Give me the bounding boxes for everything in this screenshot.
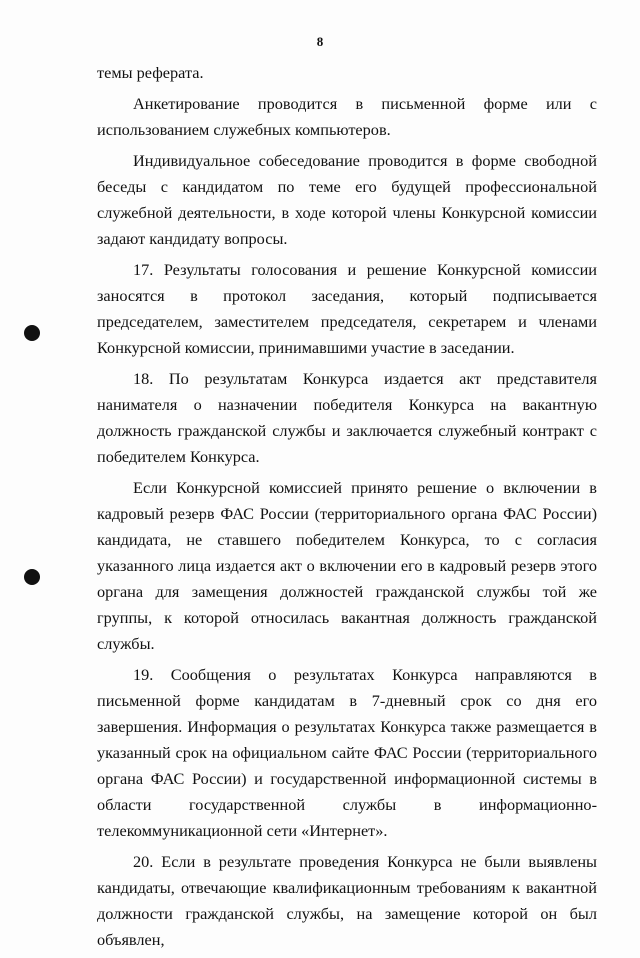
paragraph-20: 20. Если в результате проведения Конкурса не были выявлены кандидаты, отвечающие квалификационным требованиям к вакантной должности гражданской службы, на замещение которой он был объявлен, — [97, 852, 597, 949]
paragraph-17: 17. Результаты голосования и решение Конкурсной комиссии заносятся в протокол заседания, который подписывается председателем, заместителем председателя, секретарем и членами Конкурсной комиссии, принимавшими участие в заседании. — [97, 260, 597, 357]
document-body — [97, 60, 597, 958]
paragraph-19: 19. Сообщения о результатах Конкурса направляются в письменной форме кандидатам в 7-дневный срок со дня его завершения. Информация о результатах Конкурса также размещается в указанный срок на официальном сайте ФАС России (территориального органа ФАС России) и государственной информационной системы в области государственной службы в информационно-телекоммуникационной сети «Интернет». — [97, 665, 597, 840]
punch-hole-top — [24, 325, 40, 341]
paragraph-continuation: темы реферата. — [97, 63, 204, 82]
punch-hole-bottom — [24, 569, 40, 585]
paragraph-survey: Анкетирование проводится в письменной форме или с использованием служебных компьютеров. — [97, 94, 597, 139]
paragraph-interview: Индивидуальное собеседование проводится в форме свободной беседы с кандидатом по теме его будущей профессиональной служебной деятельности, в ходе которой члены Конкурсной комиссии задают кандидату вопросы. — [97, 151, 597, 248]
paragraph-18: 18. По результатам Конкурса издается акт представителя нанимателя о назначении победителя Конкурса на вакантную должность гражданской службы и заключается служебный контракт с победителем Конкурса. — [97, 369, 597, 466]
paragraph-reserve: Если Конкурсной комиссией принято решение о включении в кадровый резерв ФАС России (территориального органа ФАС России) кандидата, не ставшего победителем Конкурса, то с согласия указанного лица издается акт о включении его в кадровый резерв этого органа для замещения должностей гражданской службы той же группы, к которой относилась вакантная должность гражданской службы. — [97, 478, 597, 653]
page-number: 8 — [316, 34, 324, 49]
